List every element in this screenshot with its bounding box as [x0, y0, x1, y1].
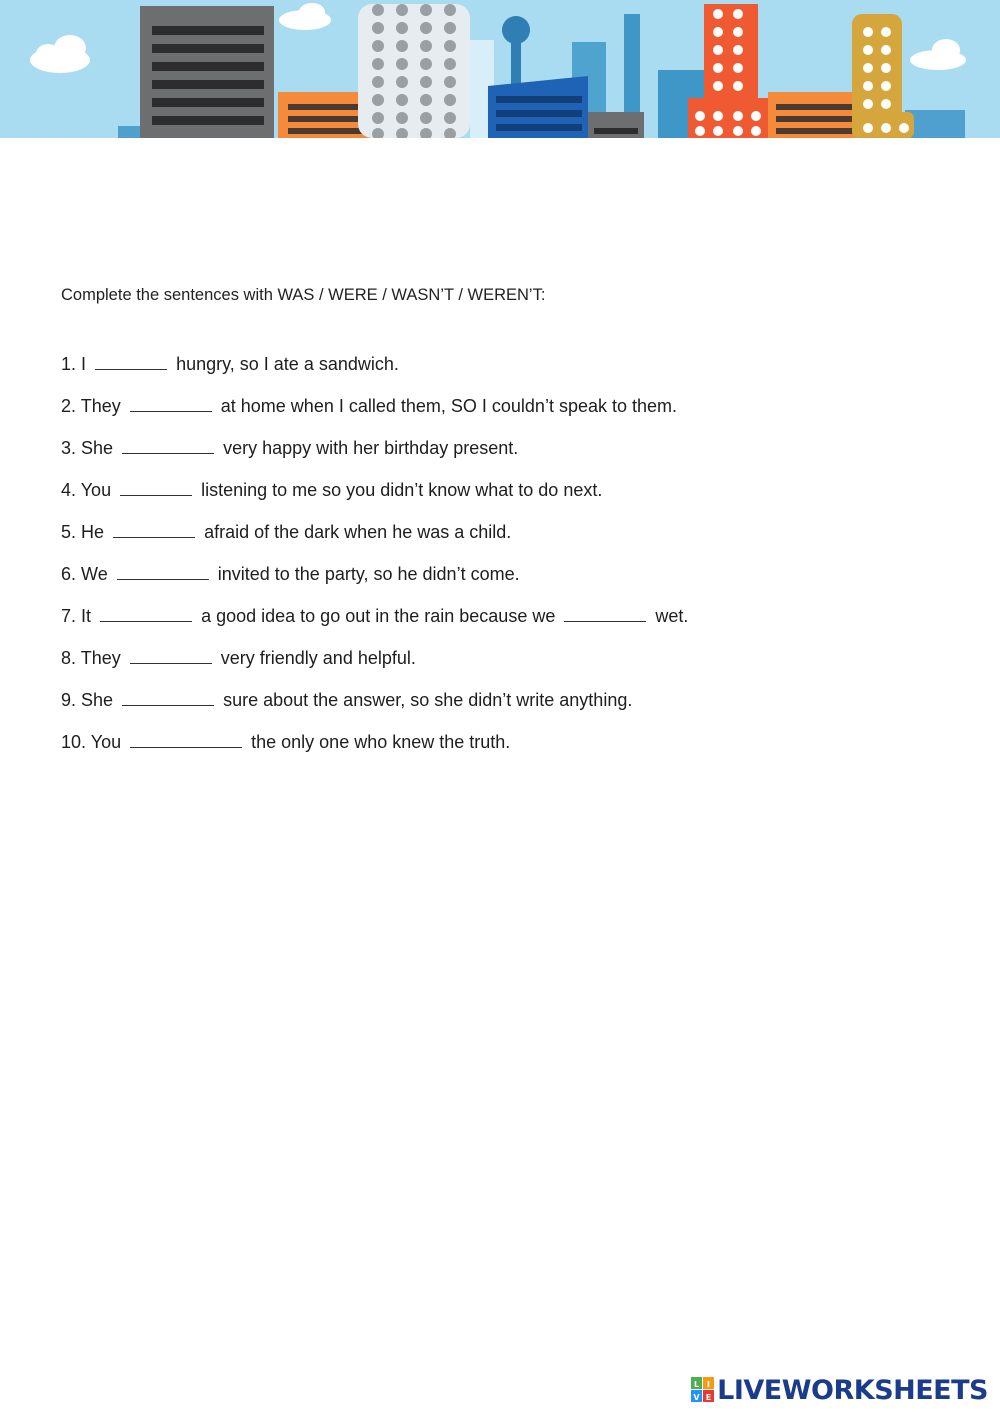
sentence-end: very happy with her birthday present. [223, 438, 519, 458]
sentence-end: hungry, so I ate a sandwich. [176, 354, 399, 374]
sentence-end: the only one who knew the truth. [251, 732, 511, 752]
item-number: 2. [61, 396, 77, 416]
sentence-start: I [81, 354, 87, 374]
brand-name: LIVEWORKSHEETS [717, 1374, 988, 1406]
sentence-9 [61, 688, 688, 730]
answer-blank[interactable] [122, 436, 214, 454]
sentence-start: She [81, 438, 114, 458]
sentence-10 [61, 730, 688, 772]
item-number: 9. [61, 690, 77, 710]
item-number: 8. [61, 648, 77, 668]
answer-blank[interactable] [95, 352, 167, 370]
answer-blank[interactable] [564, 604, 646, 622]
exercise-list [61, 352, 688, 772]
sentence-end: afraid of the dark when he was a child. [204, 522, 512, 542]
sentence-end: very friendly and helpful. [220, 648, 416, 668]
sentence-end: sure about the answer, so she didn’t write anything. [223, 690, 633, 710]
item-number: 7. [61, 606, 77, 626]
item-number: 5. [61, 522, 77, 542]
answer-blank[interactable] [122, 688, 214, 706]
city-skyline-banner [0, 0, 1000, 138]
liveworksheets-grid-icon [691, 1377, 715, 1403]
answer-blank[interactable] [120, 478, 192, 496]
sentence-middle: a good idea to go out in the rain because we [201, 606, 556, 626]
sentence-7 [61, 604, 688, 646]
instruction-text: Complete the sentences with WAS / WERE / WASN’T / WEREN’T: [61, 286, 546, 304]
sentence-1 [61, 352, 688, 394]
svg-text:L: L [694, 1380, 700, 1389]
sentence-start: He [81, 522, 105, 542]
sentence-3 [61, 436, 688, 478]
sentence-start: They [80, 648, 121, 668]
liveworksheets-logo [691, 1374, 988, 1406]
sentence-8 [61, 646, 688, 688]
answer-blank[interactable] [130, 730, 242, 748]
sentence-start: She [81, 690, 114, 710]
sentence-6 [61, 562, 688, 604]
sentence-4 [61, 478, 688, 520]
item-number: 10. [61, 732, 87, 752]
item-number: 6. [61, 564, 77, 584]
answer-blank[interactable] [113, 520, 195, 538]
answer-blank[interactable] [117, 562, 209, 580]
item-number: 4. [61, 480, 77, 500]
sentence-end: at home when I called them, SO I couldn’t speak to them. [220, 396, 678, 416]
answer-blank[interactable] [130, 394, 212, 412]
item-number: 1. [61, 354, 77, 374]
sentence-start: They [80, 396, 121, 416]
item-number: 3. [61, 438, 77, 458]
sentence-start: We [81, 564, 108, 584]
svg-text:I: I [707, 1380, 711, 1389]
svg-text:V: V [693, 1393, 700, 1402]
answer-blank[interactable] [100, 604, 192, 622]
sentence-end: invited to the party, so he didn’t come. [217, 564, 520, 584]
sentence-start: You [90, 732, 122, 752]
answer-blank[interactable] [130, 646, 212, 664]
sentence-start: It [81, 606, 92, 626]
sentence-start: You [80, 480, 112, 500]
sentence-2 [61, 394, 688, 436]
svg-text:E: E [705, 1393, 712, 1402]
sentence-end: listening to me so you didn’t know what to do next. [201, 480, 603, 500]
sentence-end: wet. [655, 606, 689, 626]
sentence-5 [61, 520, 688, 562]
